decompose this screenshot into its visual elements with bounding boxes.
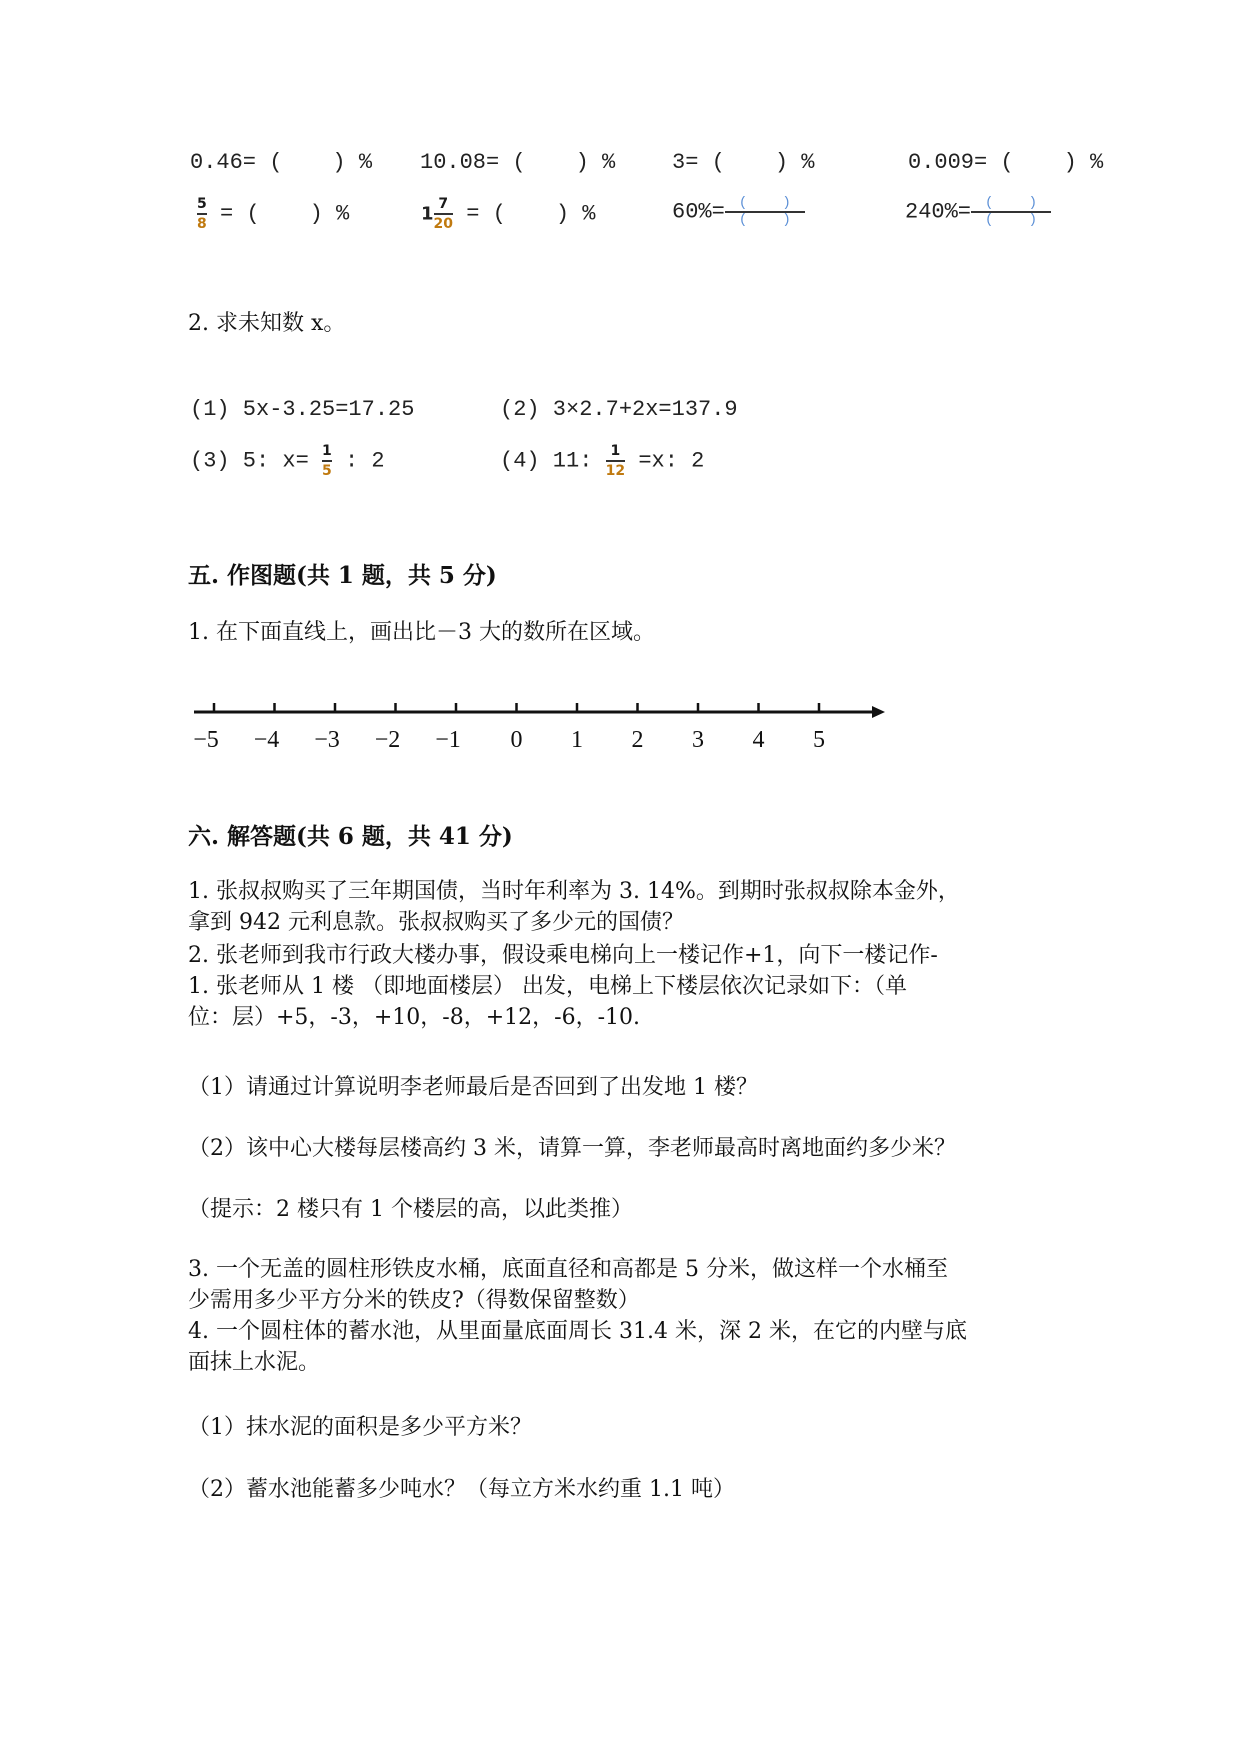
- question-6-4-sub1: （1）抹水泥的面积是多少平方米？: [188, 1415, 532, 1440]
- fill-item-240pct: [905, 196, 1051, 228]
- expr-right: =x: 2: [638, 448, 705, 474]
- text-line: 位：层）+5，-3，+10，-8，+12，-6，-10.: [188, 1005, 640, 1030]
- expr-left: 0.46= (: [190, 150, 283, 175]
- equation-1: (1) 5x-3.25=17.25: [190, 397, 415, 422]
- number-line-label: 0: [510, 727, 523, 753]
- expr-left: = (: [219, 201, 260, 227]
- equation-3: [190, 443, 385, 479]
- denominator-blank: [971, 213, 1051, 228]
- number-line-label: −1: [435, 727, 461, 753]
- question-5-1: 1. 在下面直线上，画出比－3 大的数所在区域。: [188, 620, 655, 645]
- expr-left: = (: [466, 201, 506, 227]
- question-6-3: [188, 1254, 1068, 1316]
- fill-item-1-7-20: [421, 196, 595, 232]
- arrow-head-icon: [872, 706, 885, 718]
- question-title: 2. 求未知数 x。: [188, 311, 346, 336]
- fraction-5-8: [197, 196, 207, 232]
- number-line-label: −5: [193, 727, 219, 753]
- numerator-blank: [725, 196, 805, 211]
- text-line: 1. 张叔叔购买了三年期国债，当时年利率为 3. 14%。到期时张叔叔除本金外，: [188, 879, 960, 904]
- question-6-2: [188, 940, 1068, 1033]
- numerator: 5: [197, 196, 207, 212]
- fraction-bar: [197, 213, 207, 215]
- denominator-blank: [725, 213, 805, 228]
- blank-fraction[interactable]: [971, 196, 1051, 228]
- expr-left: 60%=: [672, 199, 725, 225]
- number-line-label: 5: [813, 727, 825, 753]
- fraction-bar: [322, 460, 332, 462]
- paren-close: ): [1028, 211, 1038, 228]
- blank-fraction[interactable]: [725, 196, 805, 228]
- expr-right: ) %: [309, 201, 350, 227]
- paren-close: ): [782, 211, 791, 228]
- question-6-2-sub2: （2）该中心大楼每层楼高约 3 米，请算一算，李老师最高时离地面约多少米？: [188, 1136, 956, 1161]
- text-line: 拿到 942 元利息款。张叔叔购买了多少元的国债？: [188, 910, 684, 935]
- numerator: 1: [322, 443, 332, 459]
- fraction-bar: [606, 460, 625, 462]
- expr-left: (3) 5: x=: [190, 448, 309, 474]
- text-line: 面抹上水泥。: [188, 1350, 321, 1375]
- numerator: 7: [438, 196, 449, 212]
- numerator: 1: [610, 443, 621, 459]
- expr-right: : 2: [344, 448, 385, 474]
- fill-item-5-8: [197, 196, 349, 232]
- denominator: 5: [322, 462, 332, 479]
- expr-right: ) %: [332, 150, 373, 175]
- denominator: 12: [605, 462, 626, 479]
- fraction-1-12: [606, 443, 625, 479]
- expr-right: ) %: [1063, 150, 1104, 175]
- question-6-2-sub1: （1）请通过计算说明李老师最后是否回到了出发地 1 楼？: [188, 1075, 758, 1100]
- expr-right: ) %: [774, 150, 815, 175]
- fraction-7-20: [434, 196, 453, 232]
- paren-open: (: [985, 195, 994, 211]
- question-6-2-hint: （提示：2 楼只有 1 个楼层的高，以此类推）: [188, 1197, 633, 1222]
- number-line-label: 3: [692, 727, 704, 753]
- number-line-label: 4: [752, 727, 765, 753]
- number-line-label: −2: [374, 727, 401, 753]
- text-line: 2. 张老师到我市行政大楼办事，假设乘电梯向上一楼记作+1，向下一楼记作-: [188, 943, 938, 968]
- fraction-bar: [434, 213, 453, 215]
- number-line[interactable]: [190, 695, 890, 760]
- equation-4: [500, 443, 704, 479]
- question-6-1: [188, 876, 1068, 938]
- paren-open: (: [985, 211, 994, 228]
- fill-item-10-08: [420, 150, 615, 175]
- question-6-4-sub2: （2）蓄水池能蓄多少吨水？（每立方米水约重 1.1 吨）: [188, 1477, 735, 1502]
- text-line: 3. 一个无盖的圆柱形铁皮水桶，底面直径和高都是 5 分米，做这样一个水桶至: [188, 1257, 948, 1282]
- number-line-label: −3: [314, 727, 340, 753]
- expr-left: 240%=: [905, 199, 972, 225]
- fill-item-0-009: [908, 150, 1103, 175]
- number-line-label: −4: [253, 727, 280, 753]
- fill-item-60pct: [672, 196, 805, 228]
- expr-right: ) %: [575, 150, 616, 175]
- text-line: 4. 一个圆柱体的蓄水池，从里面量底面周长 31.4 米，深 2 米，在它的内壁与底: [188, 1319, 967, 1344]
- section-heading-6: 六. 解答题(共 6 题，共 41 分): [188, 823, 513, 850]
- expr-right: ) %: [555, 201, 596, 227]
- expr-left: 3= (: [672, 150, 725, 175]
- numerator-blank: [971, 196, 1051, 211]
- fraction-1-5: [322, 443, 332, 479]
- question-6-4: [188, 1316, 1068, 1378]
- number-line-label: 1: [571, 727, 583, 753]
- paren-open: (: [738, 211, 748, 228]
- expr-left: 10.08= (: [420, 150, 526, 175]
- number-line-label: 2: [631, 727, 644, 753]
- equation-2: (2) 3×2.7+2x=137.9: [500, 397, 738, 422]
- expr-left: 0.009= (: [908, 150, 1014, 175]
- denominator: 20: [433, 215, 454, 232]
- denominator: 8: [197, 215, 207, 232]
- text-line: 少需用多少平方分米的铁皮?（得数保留整数）: [188, 1288, 640, 1313]
- paren-open: (: [738, 195, 748, 211]
- expr-left: (4) 11:: [500, 448, 593, 474]
- text-line: 1. 张老师从 1 楼 （即地面楼层） 出发，电梯上下楼层依次记录如下：（单: [188, 974, 907, 999]
- paren-close: ): [782, 195, 791, 211]
- fill-item-0-46: [190, 150, 372, 175]
- fill-item-3: [672, 150, 814, 175]
- section-heading-5: 五. 作图题(共 1 题，共 5 分): [188, 562, 497, 589]
- paren-close: ): [1028, 195, 1038, 211]
- whole-number: 1: [421, 203, 434, 225]
